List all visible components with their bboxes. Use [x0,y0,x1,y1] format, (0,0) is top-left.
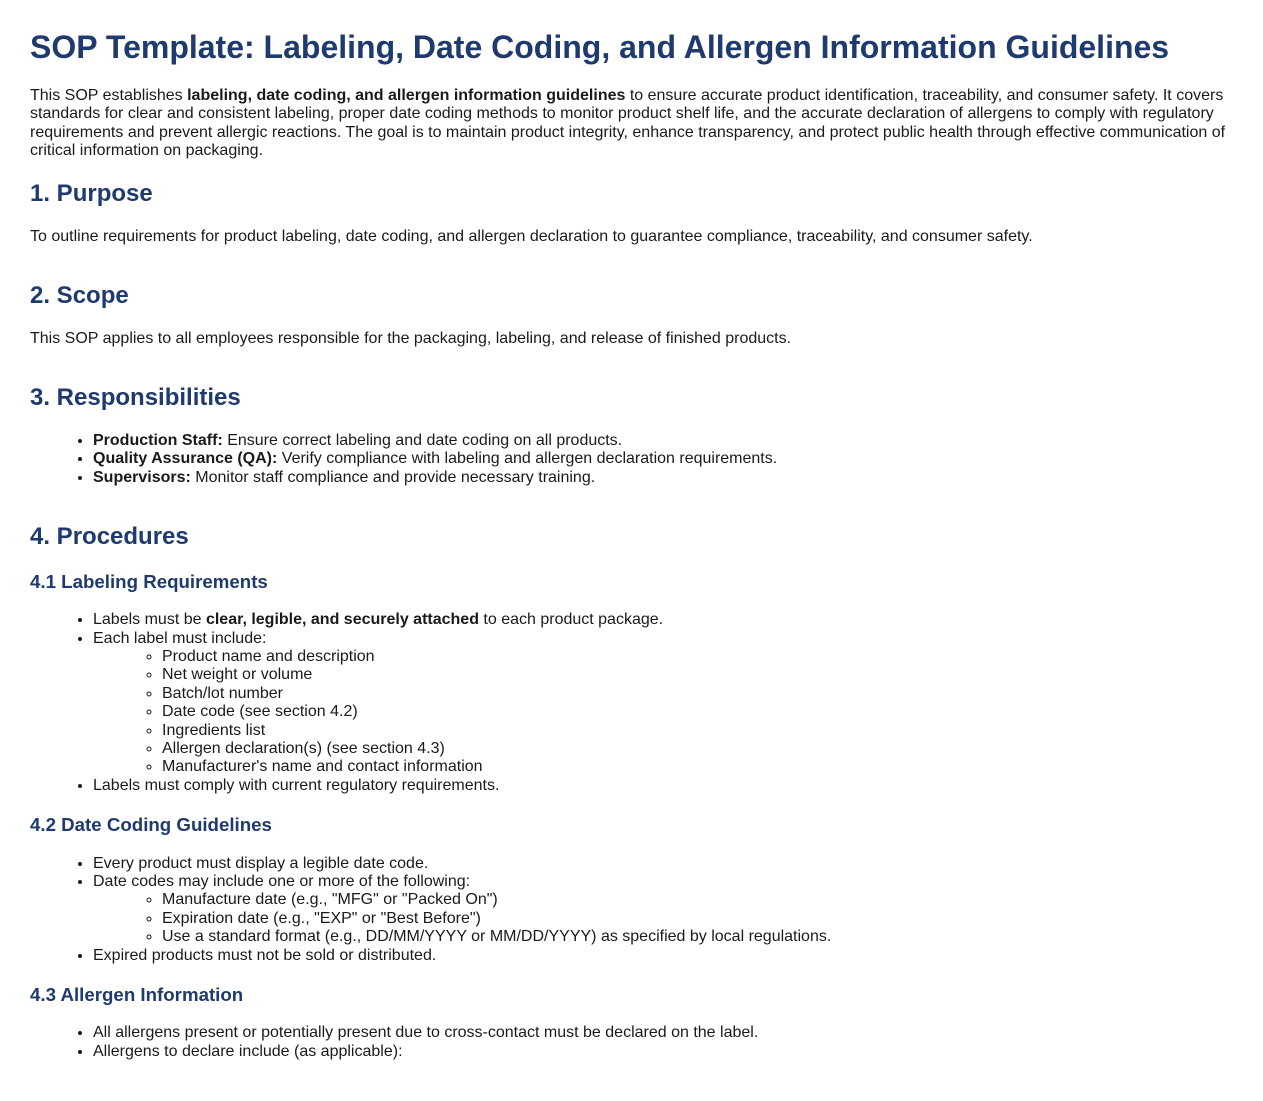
list-item: • Each label must include: ◦ Product name and description ◦ Net weight or volume ◦ Batch/lot number ◦ Date code (see section 4.2) ◦ Ingredients list ◦ Allergen declaration(s) (see section 4.3) ◦ Manufacturer's name and contact information [93,630,1233,777]
sub-list [93,648,1233,777]
list-item: • Allergens to declare include (as applicable): [93,1043,1233,1061]
bold-text: labeling, date coding, and allergen information guidelines [187,86,626,104]
sub-list-item: ◦ Manufacture date (e.g., "MFG" or "Packed On") [162,891,1233,909]
sub-list-item: ◦ Date code (see section 4.2) [162,703,1233,721]
section-heading: 4. Procedures [30,523,189,551]
bold-text: Production Staff: [93,431,223,449]
list-item: • Expired products must not be sold or distributed. [93,947,1233,965]
section-heading: 4.1 Labeling Requirements [30,570,268,592]
section-heading: 2. Scope [30,282,129,310]
bold-text: Quality Assurance (QA): [93,450,278,468]
section-heading: 4.3 Allergen Information [30,983,244,1005]
bold-text: Supervisors: [93,468,191,486]
sub-list-item: ◦ Use a standard format (e.g., DD/MM/YYYY or MM/DD/YYYY) as specified by local regulations. [162,928,1233,946]
document-title: SOP Template: Labeling, Date Coding, and Allergen Information Guidelines [30,29,1170,65]
bullet-list [30,1024,1233,1061]
sub-list-item: ◦ Allergen declaration(s) (see section 4.3) [162,740,1233,758]
list-item: • Date codes may include one or more of the following: ◦ Manufacture date (e.g., "MFG" or "Packed On") ◦ Expiration date (e.g., "EXP" or "Best Before") ◦ Use a standard format (e.g., DD/MM/YYYY or MM/DD/YYYY) as specified by local regulations. [93,873,1233,947]
sub-list-item: ◦ Ingredients list [162,722,1233,740]
bullet-list [30,855,1233,965]
document-content [30,87,1233,1061]
list-item: • Quality Assurance (QA): Verify compliance with labeling and allergen declaration requirements. [93,450,1233,468]
section-heading: 3. Responsibilities [30,384,241,412]
section-heading: 4.2 Date Coding Guidelines [30,814,272,836]
list-item: • Production Staff: Ensure correct labeling and date coding on all products. [93,432,1233,450]
list-item: • Every product must display a legible date code. [93,855,1233,873]
list-item: • All allergens present or potentially present due to cross-contact must be declared on the label. [93,1024,1233,1042]
bullet-list [30,611,1233,795]
sub-list-item: ◦ Expiration date (e.g., "EXP" or "Best Before") [162,910,1233,928]
list-item: • Labels must be clear, legible, and securely attached to each product package. [93,611,1233,629]
bullet-list [30,432,1233,487]
list-item: • Labels must comply with current regulatory requirements. [93,777,1233,795]
bold-text: clear, legible, and securely attached [205,611,479,629]
sub-list-item: ◦ Batch/lot number [162,685,1233,703]
sub-list [93,891,1233,946]
sub-list-item: ◦ Manufacturer's name and contact information [162,758,1233,776]
intro-paragraph: This SOP establishes labeling, date coding, and allergen information guidelines to ensure accurate product identification, traceability, and consumer safety. It covers standards for clear and consistent labeling, proper date coding methods to monitor product shelf life, and the accurate declaration of allergens to comply with regulatory requirements and prevent allergic reactions. The goal is to maintain product integrity, enhance transparency, and protect public health through effective communication of critical information on packaging. [30,86,1226,159]
paragraph: To outline requirements for product labeling, date coding, and allergen declaration to guarantee compliance, traceability, and consumer safety. [30,227,1033,245]
sub-list-item: ◦ Product name and description [162,648,1233,666]
section-heading: 1. Purpose [30,180,153,208]
paragraph: This SOP applies to all employees responsible for the packaging, labeling, and release of finished products. [30,329,792,347]
list-item: • Supervisors: Monitor staff compliance and provide necessary training. [93,469,1233,487]
sub-list-item: ◦ Net weight or volume [162,666,1233,684]
